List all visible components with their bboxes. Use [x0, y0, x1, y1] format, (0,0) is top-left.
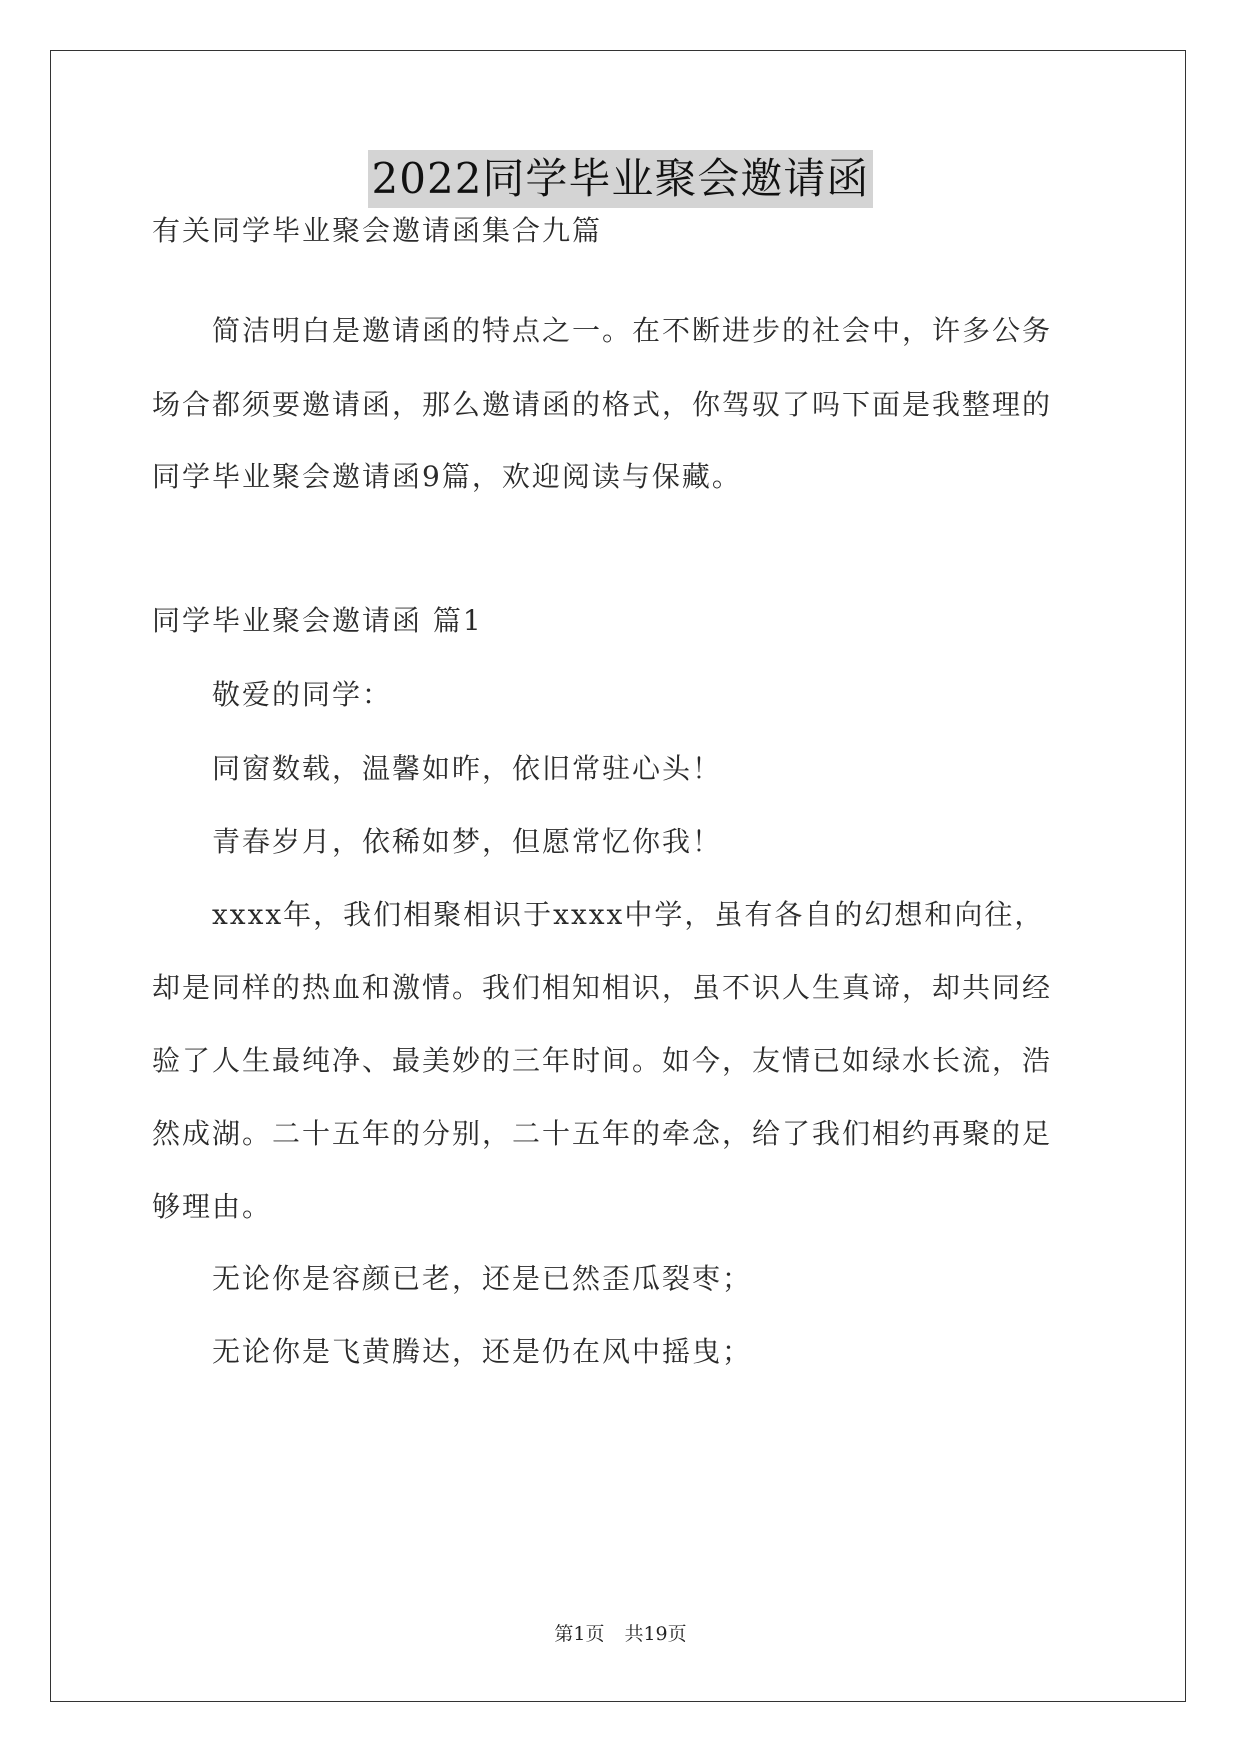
verse-line: 青春岁月，依稀如梦，但愿常忆你我！: [212, 825, 723, 858]
intro-line: 场合都须要邀请函，那么邀请函的格式，你驾驭了吗下面是我整理的: [152, 388, 1053, 421]
body-line: 却是同样的热血和激情。我们相知相识，虽不识人生真谛，却共同经: [152, 971, 1053, 1004]
section-heading: 同学毕业聚会邀请函 篇1: [152, 604, 483, 637]
salutation: 敬爱的同学：: [212, 678, 393, 711]
document-subtitle: 有关同学毕业聚会邀请函集合九篇: [152, 214, 603, 247]
body-line: 够理由。: [152, 1190, 273, 1223]
body-line: 验了人生最纯净、最美妙的三年时间。如今，友情已如绿水长流，浩: [152, 1044, 1053, 1077]
title-container: [0, 150, 1241, 208]
page-footer: [0, 1621, 1241, 1647]
body-line: xxxx年，我们相聚相识于xxxx中学，虽有各自的幻想和向往，: [212, 898, 1045, 931]
intro-line: 简洁明白是邀请函的特点之一。在不断进步的社会中，许多公务: [212, 314, 1053, 347]
page-total: 共19页: [624, 1623, 687, 1645]
verse-line: 同窗数载，温馨如昨，依旧常驻心头！: [212, 752, 723, 785]
closing-line: 无论你是容颜已老，还是已然歪瓜裂枣；: [212, 1262, 753, 1295]
intro-line: 同学毕业聚会邀请函9篇，欢迎阅读与保藏。: [152, 460, 742, 493]
document-title: 2022同学毕业聚会邀请函: [368, 150, 874, 208]
page-number: 第1页: [554, 1623, 605, 1645]
closing-line: 无论你是飞黄腾达，还是仍在风中摇曳；: [212, 1335, 753, 1368]
page-border: [50, 50, 1186, 1702]
body-line: 然成湖。二十五年的分别，二十五年的牵念，给了我们相约再聚的足: [152, 1117, 1053, 1150]
